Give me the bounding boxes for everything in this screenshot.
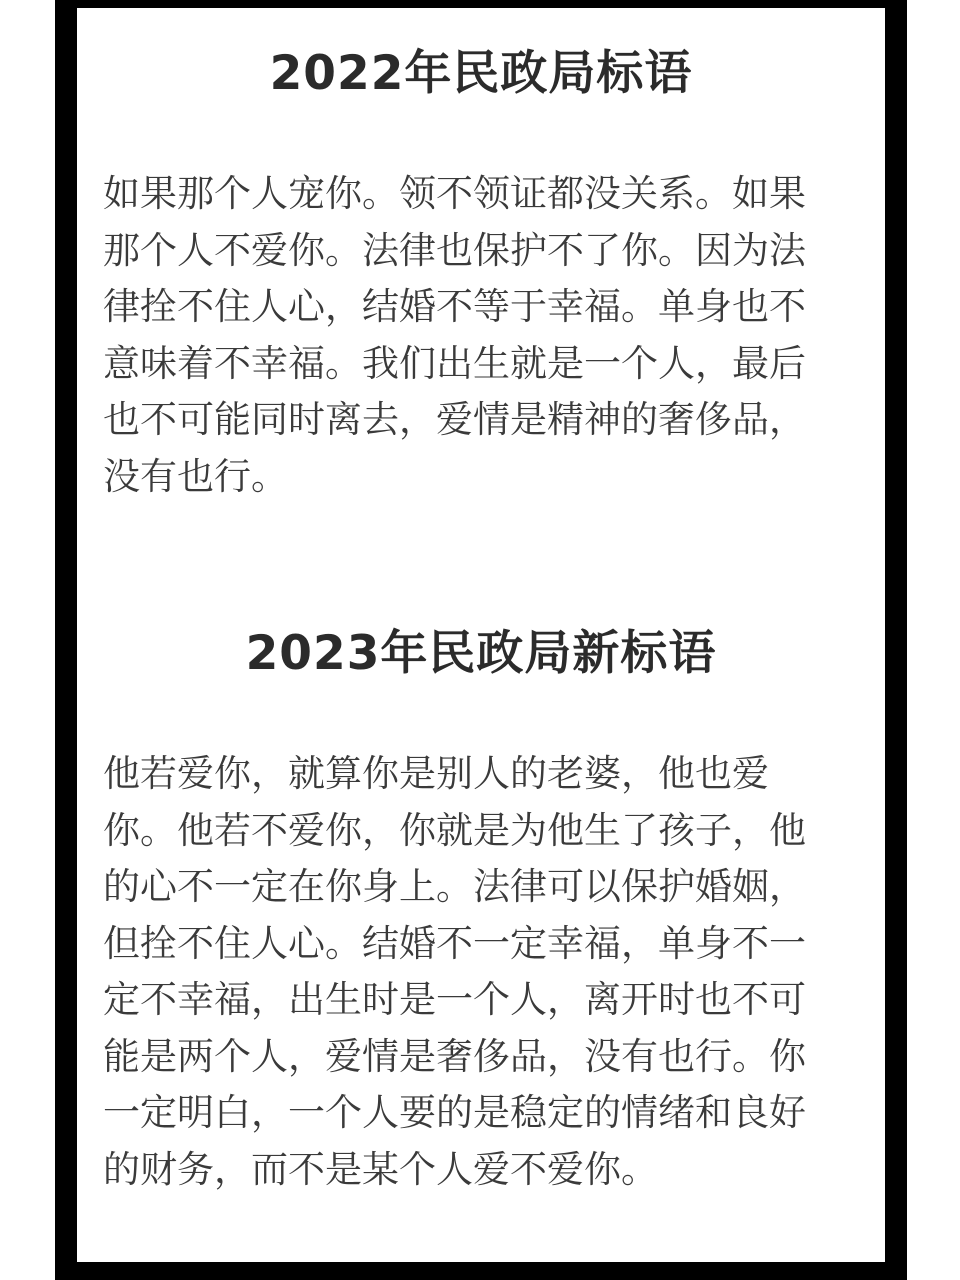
- text-line: 一定明白，一个人要的是稳定的情绪和良好: [103, 1091, 806, 1134]
- heading-2023-slogan: 2023年民政局新标语: [245, 626, 717, 681]
- text-line: 那个人不爱你。法律也保护不了你。因为法: [103, 228, 806, 272]
- text-line: 能是两个人，爱情是奢侈品，没有也行。你: [103, 1034, 806, 1078]
- paragraph-2022-slogan: [103, 166, 863, 505]
- text-line: 律拴不住人心，结婚不等于幸福。单身也不: [103, 285, 806, 328]
- paragraph-2023-slogan: [103, 746, 863, 1198]
- document-page: [77, 8, 885, 1262]
- text-line: 定不幸福，出生时是一个人，离开时也不可: [103, 978, 806, 1021]
- text-line: 的财务，而不是某个人爱不爱你。: [103, 1147, 658, 1191]
- text-line: 没有也行。: [103, 454, 288, 498]
- text-line: 意味着不幸福。我们出生就是一个人，最后: [103, 341, 806, 385]
- text-line: 他若爱你，就算你是别人的老婆，他也爱: [103, 752, 769, 795]
- top-black-border: [55, 0, 907, 8]
- heading-2022-slogan: 2022年民政局标语: [269, 46, 693, 101]
- bottom-black-border: [55, 1262, 907, 1280]
- right-black-border: [885, 0, 907, 1280]
- text-line: 也不可能同时离去，爱情是精神的奢侈品，: [103, 398, 806, 441]
- text-line: 你。他若不爱你，你就是为他生了孩子，他: [103, 808, 806, 852]
- left-black-border: [55, 0, 77, 1280]
- text-line: 的心不一定在你身上。法律可以保护婚姻，: [103, 865, 806, 908]
- text-line: 如果那个人宠你。领不领证都没关系。如果: [103, 172, 806, 215]
- text-line: 但拴不住人心。结婚不一定幸福，单身不一: [103, 921, 806, 965]
